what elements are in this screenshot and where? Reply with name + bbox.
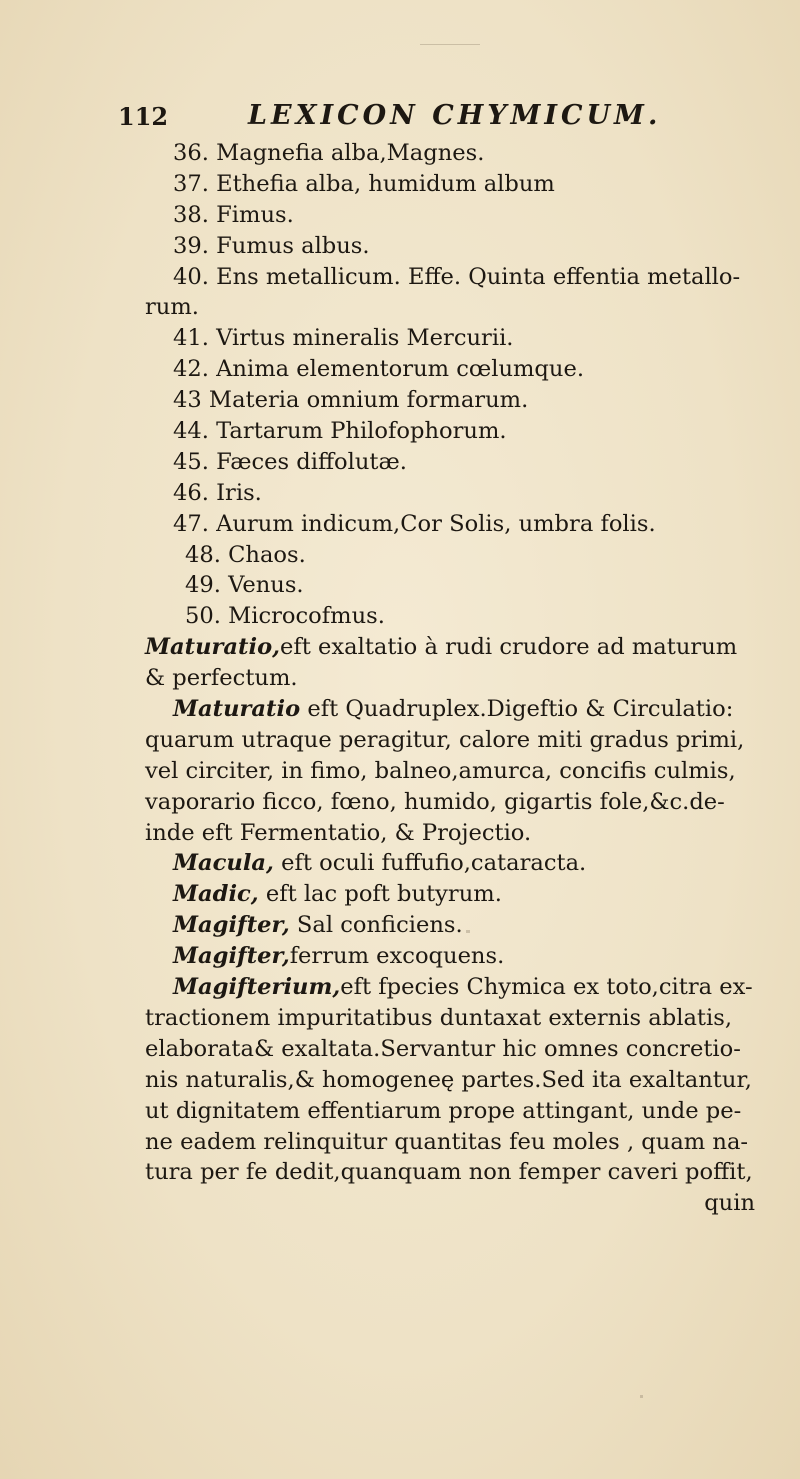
entry-term: Madic, (173, 881, 259, 908)
text-line (145, 540, 767, 571)
text-line (145, 1065, 767, 1096)
text-line (145, 756, 767, 787)
entry-term: Maturatio, (145, 634, 281, 661)
text-line (145, 972, 767, 1003)
line-text: tura per fe dedit,quanquam non femper caveri poffit, (145, 1159, 753, 1186)
line-text: 47. Aurum indicum,Cor Solis, umbra folis. (173, 510, 656, 537)
line-text: eft exaltatio à rudi crudore ad maturum (280, 634, 738, 661)
text-line (145, 910, 767, 941)
line-text: inde eft Fermentatio, & Projectio. (145, 819, 532, 846)
text-line (145, 601, 767, 632)
line-text: 36. Magnefia alba,Magnes. (173, 140, 485, 166)
page-number: 112 (118, 102, 169, 131)
entry-term: Macula, (173, 850, 274, 877)
line-text: ferrum excoquens. (289, 943, 505, 970)
text-line (145, 200, 767, 231)
entry-term: Magifter, (173, 912, 290, 939)
text-line (145, 1096, 767, 1127)
line-text: rum. (145, 294, 199, 321)
line-text: 44. Tartarum Philofophorum. (173, 418, 507, 445)
line-text: vel circiter, in fimo, balneo,amurca, concifis culmis, (145, 757, 736, 784)
line-text: 48. Chaos. (185, 541, 306, 568)
entry-term: Maturatio (173, 696, 301, 723)
text-line (145, 787, 767, 818)
text-line (145, 447, 767, 478)
line-text: 46. Iris. (173, 479, 262, 506)
text-line (145, 941, 767, 972)
line-text: eft fpecies Chymica ex toto,citra ex- (340, 974, 753, 1001)
line-text: nis naturalis,& homogeneę partes.Sed ita exaltantur, (145, 1066, 752, 1093)
body-text (145, 138, 767, 1219)
text-line (145, 632, 767, 663)
text-line (145, 818, 767, 849)
text-line (145, 570, 767, 601)
line-text: eft lac poft butyrum. (258, 881, 502, 908)
line-text: vaporario ficco, fœno, humido, gigartis fole,&c.de- (145, 788, 725, 815)
text-line (145, 262, 767, 293)
text-line (145, 323, 767, 354)
line-text: 42. Anima elementorum cœlumque. (173, 356, 585, 383)
text-line (145, 416, 767, 447)
running-title: LEXICON CHYMICUM. (248, 100, 662, 131)
line-text: eft Quadruplex.Digeftio & Circulatio: (300, 696, 734, 723)
line-text: 43 Materia omnium formarum. (173, 387, 529, 414)
entry-term: Magifter, (173, 943, 290, 970)
line-text: 38. Fimus. (173, 201, 294, 228)
text-line (145, 292, 767, 323)
line-text: 49. Venus. (185, 572, 304, 599)
line-text: 41. Virtus mineralis Mercurii. (173, 325, 514, 352)
line-text: & perfectum. (145, 665, 298, 692)
text-line (145, 694, 767, 725)
text-line (145, 725, 767, 756)
text-line (145, 169, 767, 200)
text-line (145, 1034, 767, 1065)
line-text: 37. Ethefia alba, humidum album (173, 170, 555, 197)
text-line (145, 1157, 767, 1188)
line-text: 39. Fumus albus. (173, 232, 370, 259)
line-text: ne eadem relinquitur quantitas feu moles , quam na- (145, 1128, 749, 1155)
line-text: quarum utraque peragitur, calore miti gradus primi, (145, 726, 745, 753)
text-line (145, 1003, 767, 1034)
text-line (145, 509, 767, 540)
line-text: 40. Ens metallicum. Effe. Quinta effentia metallo- (173, 263, 741, 290)
text-line (145, 354, 767, 385)
text-line (145, 478, 767, 509)
line-text: eft oculi fuffufio,cataracta. (273, 850, 587, 877)
text-line (145, 385, 767, 416)
text-line (145, 879, 767, 910)
line-text: 45. Fæces diffolutæ. (173, 448, 407, 475)
line-text: 50. Microcofmus. (185, 603, 385, 630)
entry-term: Magifterium, (173, 974, 341, 1001)
line-text: ut dignitatem effentiarum prope attingant, unde pe- (145, 1097, 742, 1124)
line-text: tractionem impuritatibus duntaxat externis ablatis, (145, 1004, 732, 1031)
page-header (118, 100, 718, 140)
line-text: elaborata& exaltata.Servantur hic omnes concretio- (145, 1035, 741, 1062)
text-line (145, 1127, 767, 1158)
catchword: quin (704, 1190, 755, 1217)
line-text: Sal conficiens. (289, 912, 463, 939)
text-line (145, 138, 767, 169)
text-line (145, 663, 767, 694)
text-line (145, 231, 767, 262)
text-line (145, 848, 767, 879)
